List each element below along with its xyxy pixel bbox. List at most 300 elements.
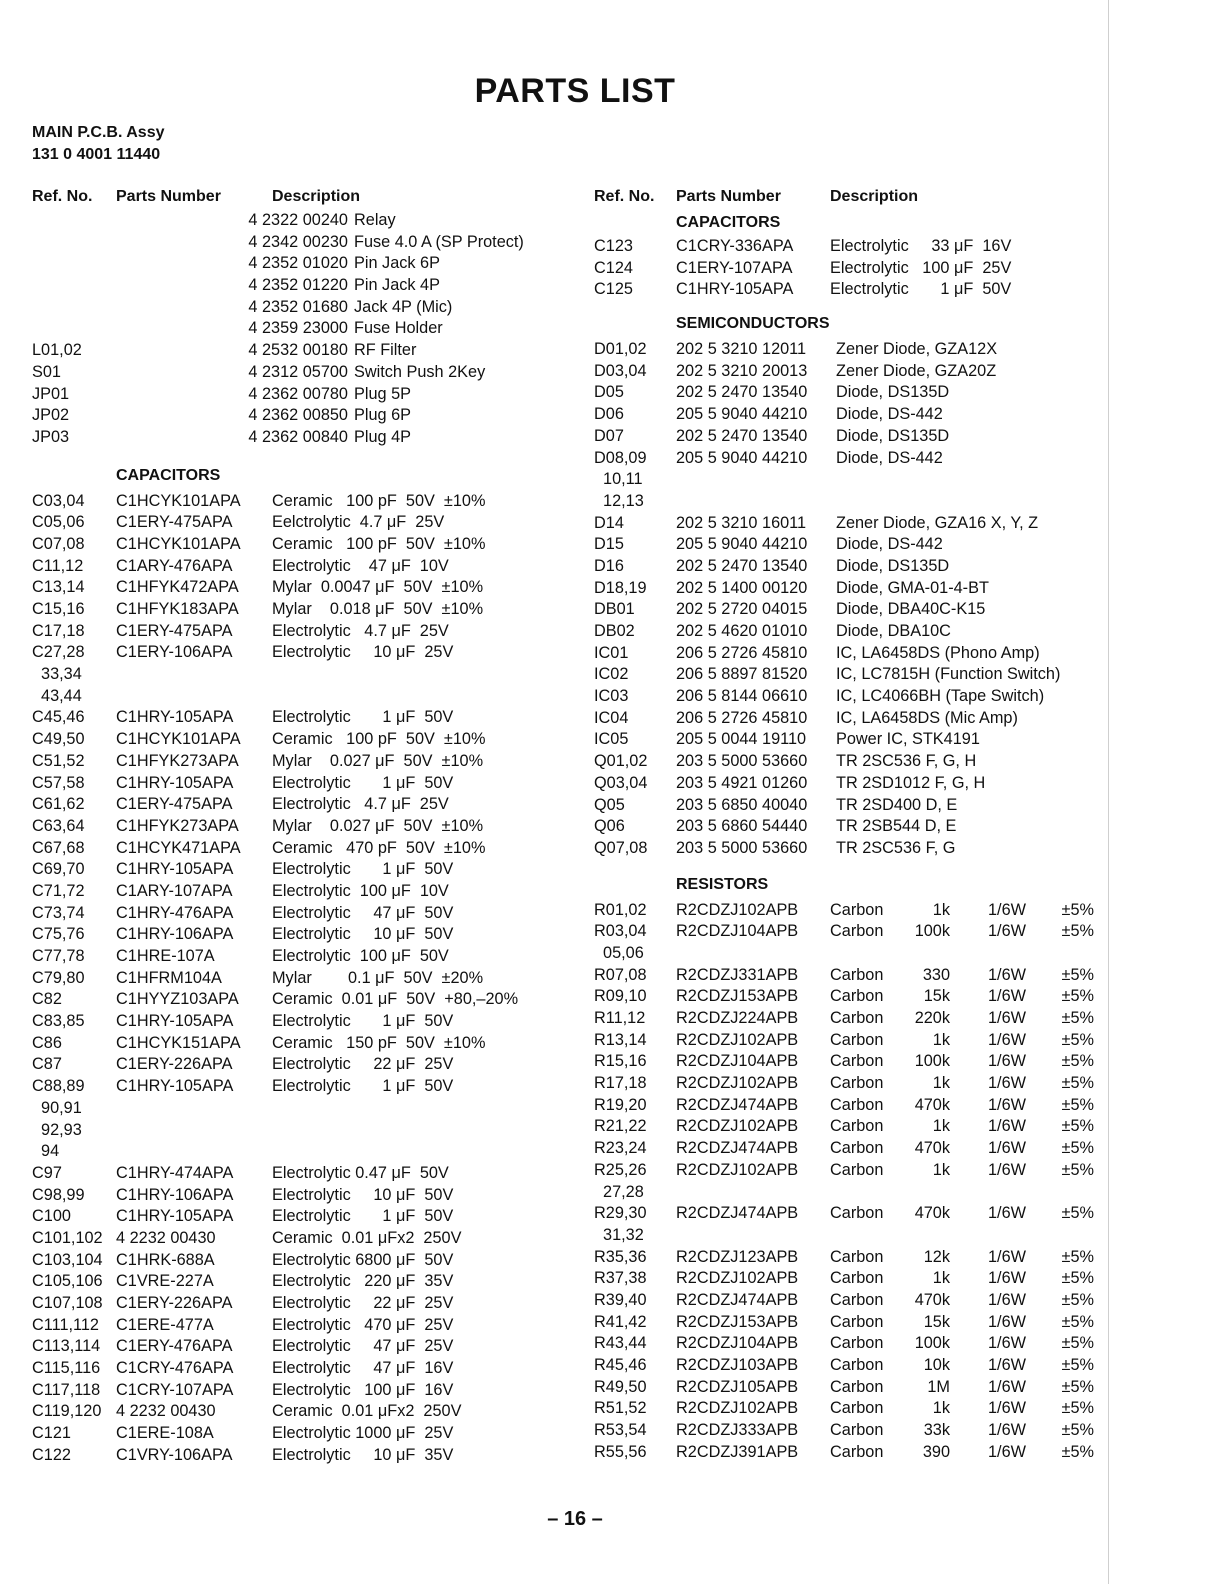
ref-no: DB02 [594,622,635,640]
header-ref: Ref. No. [32,188,93,205]
description: Electrolytic 4.7 μF 25V [272,621,449,640]
resistor-row [594,1138,1114,1160]
tolerance: ±5% [1061,1009,1094,1027]
ref-no: Q05 [594,795,625,814]
page-number: – 16 – [547,1508,603,1530]
parts-number: C1HFYK273APA [116,816,239,835]
resistor-type: Carbon [830,1030,884,1049]
capacitor-row [32,491,572,513]
resistor-row [594,1333,1114,1355]
parts-number: C1HFRM104A [116,968,222,987]
resistor-row [594,1377,1114,1399]
description: Diode, DBA40C-K15 [836,600,986,619]
ref-no: R15,16 [594,1052,647,1071]
misc-part-row [32,210,572,232]
assembly-number: 131 0 4001 11440 [32,146,161,163]
resistor-row [594,1442,1114,1464]
parts-number: C1ERY-475APA [116,621,233,640]
parts-number: R2CDZJ153APB [676,1312,799,1331]
description: IC, LA6458DS (Mic Amp) [836,708,1018,727]
ref-no: D06 [594,405,624,424]
resistor-type: Carbon [830,1334,884,1353]
resistors-list [594,900,1114,1464]
description: Electrolytic 1 μF 50V [272,1077,454,1096]
misc-part-row [32,340,572,362]
power-rating: 1/6W [987,1139,1026,1158]
tolerance: ±5% [1061,1117,1094,1136]
power-rating: 1/6W [987,1074,1026,1093]
resistor-row [594,965,1114,987]
power-rating: 1/6W [987,965,1026,984]
power-rating: 1/6W [987,1399,1026,1418]
tolerance: ±5% [1061,1399,1094,1418]
semiconductor-row [594,578,1114,600]
ref-no: C49,50 [32,730,85,749]
tolerance: ±5% [1061,1442,1094,1461]
parts-number [116,1120,272,1142]
ref-no: C82 [32,990,62,1009]
description: Ceramic 0.01 μFx2 250V [272,1402,462,1421]
ref-no: Q06 [594,817,625,836]
ref-no: C125 [594,280,633,299]
power-rating [950,1182,1026,1204]
resistance-value: 470k [914,1290,950,1309]
ref-no: C122 [32,1445,71,1464]
parts-number: 203 5 4921 01260 [676,773,808,792]
ref-no: R07,08 [594,965,647,984]
parts-number: C1ARY-107APA [116,881,233,900]
parts-number: C1ERY-475APA [116,795,233,814]
ref-no: C97 [32,1163,62,1182]
ref-no: C27,28 [32,643,85,662]
tolerance: ±5% [1061,1074,1094,1093]
ref-no: R35,36 [594,1247,647,1266]
ref-no: D03,04 [594,361,647,380]
resistor-row [594,1420,1114,1442]
ref-no: C117,118 [32,1380,101,1399]
parts-number [676,1182,830,1204]
ref-no: C67,68 [32,838,85,857]
ref-no: R19,20 [594,1095,647,1114]
header-description: Description [830,188,919,205]
capacitor-row [32,1250,572,1272]
parts-number: R2CDZJ123APB [676,1247,799,1266]
semiconductor-row [594,643,1114,665]
misc-part-row [32,362,572,384]
ref-no: R23,24 [594,1139,647,1158]
description: Electrolytic 100 μF 25V [830,258,1012,277]
description: RF Filter [354,341,417,360]
ref-no [32,232,116,254]
description: TR 2SC536 F, G, H [836,752,977,771]
power-rating: 1/6W [987,1421,1026,1440]
parts-number: C1HCYK101APA [116,730,241,749]
tolerance: ±5% [1061,1052,1094,1071]
parts-number: C1HRY-105APA [676,280,794,299]
ref-no: C107,108 [32,1294,103,1312]
parts-number: R2CDZJ103APB [676,1356,799,1374]
resistor-type: Carbon [830,1052,884,1071]
resistance-value: 100k [914,1334,950,1353]
ref-no: C119,120 [32,1402,102,1421]
description: Zener Diode, GZA16 X, Y, Z [836,513,1039,532]
description: Electrolytic 1 μF 50V [272,860,454,879]
description: Electrolytic 6800 μF 50V [272,1250,454,1269]
parts-number [116,686,272,708]
tolerance: ±5% [1061,1160,1094,1179]
ref-no: R43,44 [594,1334,647,1353]
ref-no: C87 [32,1055,62,1074]
description: Plug 6P [354,406,412,425]
power-rating [950,1225,1026,1247]
tolerance [1026,943,1094,965]
capacitor-row [32,989,572,1011]
section-title-semiconductors: SEMICONDUCTORS [676,315,830,333]
resistance-value: 15k [923,987,950,1006]
capacitor-row [32,1141,572,1163]
description: Diode, GMA-01-4-BT [836,578,989,597]
ref-no: R03,04 [594,922,647,941]
semiconductor-row [594,513,1114,535]
semiconductor-row [594,795,1114,817]
parts-number: C1HCYK151APA [116,1033,241,1052]
ref-no: R49,50 [594,1377,647,1396]
description: Electrolytic 1 μF 50V [272,773,454,792]
ref-no: C101,102 [32,1228,103,1247]
ref-no: C11,12 [32,556,84,575]
semiconductor-row [594,534,1114,556]
ref-no: 90,91 [32,1098,82,1117]
resistor-row [594,1008,1114,1030]
capacitor-row [32,1445,572,1467]
resistor-type: Carbon [830,1117,884,1136]
description: Electrolytic 10 μF 50V [272,1185,454,1204]
resistor-type [830,943,896,965]
description: Electrolytic 10 μF 25V [272,643,454,662]
tolerance: ±5% [1061,1204,1094,1223]
capacitor-row [32,1423,572,1445]
resistor-row [594,921,1114,943]
ref-no: R11,12 [594,1009,646,1027]
ref-no: 94 [32,1142,60,1161]
left-capacitors-list [32,491,572,1467]
capacitor-row [32,1401,572,1423]
ref-no: C69,70 [32,860,85,879]
ref-no: C05,06 [32,513,85,532]
ref-no: D01,02 [594,340,647,359]
ref-no: C57,58 [32,773,85,792]
ref-no: 43,44 [32,686,82,705]
resistance-value: 10k [923,1356,950,1374]
resistor-type: Carbon [830,1356,884,1374]
semiconductor-row [594,816,1114,838]
parts-number [676,943,830,965]
description [836,491,1114,513]
description: Diode, DBA10C [836,622,951,640]
parts-number: 203 5 6850 40040 [676,795,808,814]
parts-number: C1ERY-106APA [116,643,233,662]
parts-number: C1HRY-476APA [116,903,234,922]
capacitor-row [32,968,572,990]
parts-number: C1HRY-105APA [116,708,234,727]
capacitor-row [32,621,572,643]
parts-number: C1VRE-227A [116,1272,214,1291]
description: TR 2SC536 F, G [836,838,956,857]
ref-no: R13,14 [594,1030,647,1049]
parts-number: R2CDZJ153APB [676,987,799,1006]
ref-no: C79,80 [32,968,85,987]
parts-number: C1ERY-476APA [116,1337,233,1356]
resistor-type: Carbon [830,1204,884,1223]
description: Electrolytic 100 μF 50V [272,947,449,965]
ref-no: D16 [594,556,624,575]
description: Mylar 0.1 μF 50V ±20% [272,968,484,987]
description [272,1141,572,1163]
parts-number [116,664,272,686]
semiconductor-row [594,426,1114,448]
parts-number: C1HRK-688A [116,1250,215,1269]
power-rating: 1/6W [987,1334,1026,1353]
description: Electrolytic 22 μF 25V [272,1294,454,1312]
semiconductor-row [594,729,1114,751]
parts-number: 4 2352 01680 [248,297,348,316]
resistance-value: 1k [932,1117,950,1136]
semiconductor-row [594,469,1114,491]
tolerance: ±5% [1061,987,1094,1006]
parts-number: R2CDZJ102APB [676,1117,799,1136]
resistor-row [594,1247,1114,1269]
ref-no: C73,74 [32,903,85,922]
parts-number: R2CDZJ224APB [676,1009,799,1027]
ref-no: D15 [594,535,624,554]
ref-no: C100 [32,1207,71,1226]
description: Diode, DS-442 [836,448,943,467]
description: Ceramic 100 pF 50V ±10% [272,534,486,553]
resistance-value: 470k [914,1204,950,1223]
description: Electrolytic 100 μF 16V [272,1380,454,1399]
description: Diode, DS-442 [836,405,943,424]
description: Fuse 4.0 A (SP Protect) [354,232,524,251]
resistor-row [594,900,1114,922]
capacitor-row [32,577,572,599]
parts-number: C1CRY-476APA [116,1359,234,1378]
ref-no: C61,62 [32,795,85,814]
ref-no: D18,19 [594,578,647,597]
capacitor-row [32,599,572,621]
parts-number: C1ERE-477A [116,1315,214,1334]
ref-no: 10,11 [594,470,643,489]
resistor-type: Carbon [830,1160,884,1179]
parts-number: R2CDZJ474APB [676,1139,799,1158]
parts-number: 4 2342 00230 [248,232,348,251]
description: Electrolytic 470 μF 25V [272,1315,454,1334]
ref-no: C115,116 [32,1359,101,1378]
parts-number: 202 5 3210 16011 [676,513,807,532]
description: Eelctrolytic 4.7 μF 25V [272,513,445,532]
resistance-value [896,943,950,965]
parts-number: 4 2362 00840 [248,427,348,446]
parts-number: 206 5 8897 81520 [676,665,808,684]
misc-parts-list [32,210,572,449]
ref-no: D08,09 [594,448,647,467]
capacitor-row [32,1120,572,1142]
ref-no: C17,18 [32,621,85,640]
parts-number: C1ERE-108A [116,1424,214,1443]
resistor-type: Carbon [830,1009,884,1027]
description: IC, LC7815H (Function Switch) [836,665,1061,684]
parts-number: R2CDZJ474APB [676,1204,799,1223]
ref-no: R09,10 [594,987,647,1006]
section-title-capacitors: CAPACITORS [676,214,781,231]
semiconductor-row [594,404,1114,426]
capacitor-row [32,664,572,686]
parts-number: R2CDZJ104APB [676,1052,799,1071]
power-rating [950,943,1026,965]
capacitor-row [32,686,572,708]
parts-number: C1ERY-226APA [116,1055,233,1074]
description: TR 2SD1012 F, G, H [836,773,986,792]
misc-part-row [32,232,572,254]
ref-no: R39,40 [594,1290,647,1309]
resistor-row [594,943,1114,965]
description: Ceramic 0.01 μFx2 250V [272,1228,462,1247]
resistance-value: 1k [932,1269,950,1288]
ref-no: C121 [32,1424,71,1443]
description: Switch Push 2Key [354,362,486,381]
misc-part-row [32,297,572,319]
resistor-row [594,1203,1114,1225]
parts-number: R2CDZJ105APB [676,1377,799,1396]
ref-no: Q07,08 [594,838,648,857]
right-header-row [594,186,1114,210]
ref-no [32,210,116,232]
parts-number: 206 5 8144 06610 [676,687,808,706]
parts-number: R2CDZJ104APB [676,1334,799,1353]
resistor-type: Carbon [830,1247,884,1266]
resistance-value: 12k [923,1247,950,1266]
resistor-type: Carbon [830,1095,884,1114]
parts-number: R2CDZJ391APB [676,1442,799,1461]
description: Electrolytic 10 μF 35V [272,1445,454,1464]
power-rating: 1/6W [987,900,1026,919]
parts-number: 203 5 5000 53660 [676,752,808,771]
ref-no: R29,30 [594,1204,647,1223]
resistor-type: Carbon [830,1442,884,1461]
left-column [32,186,572,1467]
resistor-row [594,1225,1114,1247]
description: Diode, DS135D [836,426,950,445]
semiconductor-row [594,686,1114,708]
ref-no: C105,106 [32,1272,103,1291]
ref-no: R45,46 [594,1356,647,1374]
capacitor-row [32,1098,572,1120]
resistance-value: 1k [932,1030,950,1049]
resistance-value [896,1225,950,1247]
parts-number: 202 5 2470 13540 [676,556,808,575]
parts-number: C1ERY-475APA [116,513,233,532]
description: Mylar 0.027 μF 50V ±10% [272,751,484,770]
parts-number: 206 5 2726 45810 [676,708,808,727]
semiconductor-row [594,339,1114,361]
power-rating: 1/6W [987,1160,1026,1179]
resistor-type: Carbon [830,1377,884,1396]
capacitor-row [32,707,572,729]
description: IC, LC4066BH (Tape Switch) [836,687,1045,706]
parts-number: 202 5 2720 04015 [676,600,808,619]
capacitor-row [32,838,572,860]
parts-number: C1HCYK101APA [116,534,241,553]
parts-number [676,491,836,513]
capacitor-row [32,729,572,751]
semiconductor-row [594,491,1114,513]
description: TR 2SB544 D, E [836,817,957,836]
parts-number: C1HCYK101APA [116,491,241,510]
capacitor-row [32,1011,572,1033]
ref-no [32,253,116,275]
ref-no: R53,54 [594,1421,647,1440]
ref-no: C71,72 [32,881,85,900]
description: Electrolytic 4.7 μF 25V [272,795,449,814]
semiconductors-list [594,339,1114,860]
resistor-type: Carbon [830,987,884,1006]
resistance-value: 100k [914,922,950,941]
semiconductor-row [594,361,1114,383]
power-rating: 1/6W [987,1247,1026,1266]
ref-no: IC02 [594,665,629,684]
power-rating: 1/6W [987,987,1026,1006]
description: Electrolytic 1 μF 50V [830,280,1012,299]
description: Electrolytic 47 μF 25V [272,1337,454,1356]
right-column [594,186,1114,1463]
parts-number [116,1098,272,1120]
resistance-value: 100k [914,1052,950,1071]
semiconductor-row [594,751,1114,773]
description: Electrolytic 47 μF 10V [272,556,449,575]
ref-no: IC01 [594,643,629,662]
description [272,664,572,686]
parts-number: 202 5 2470 13540 [676,426,808,445]
resistor-type: Carbon [830,1139,884,1158]
description: TR 2SD400 D, E [836,795,958,814]
resistor-type: Carbon [830,922,884,941]
header-parts-number: Parts Number [676,188,781,205]
parts-number: C1HRY-105APA [116,1012,234,1031]
semiconductor-row [594,664,1114,686]
parts-number: 4 2362 00780 [248,384,348,403]
resistor-type [830,1182,896,1204]
tolerance: ±5% [1061,1269,1094,1288]
ref-no: JP01 [32,384,70,403]
resistance-value: 470k [914,1139,950,1158]
parts-number: C1ERY-107APA [676,258,793,277]
capacitor-row [32,1206,572,1228]
tolerance: ±5% [1061,1356,1094,1374]
ref-no: C111,112 [32,1315,99,1334]
ref-no: C124 [594,258,633,277]
description: Electrolytic 10 μF 50V [272,925,454,944]
parts-number: C1ARY-476APA [116,556,233,575]
ref-no: C103,104 [32,1250,103,1269]
parts-number: R2CDZJ102APB [676,900,799,919]
parts-number: C1HRY-106APA [116,925,234,944]
parts-number: C1HFYK472APA [116,578,239,597]
parts-number: 202 5 3210 20013 [676,361,808,380]
resistor-row [594,1160,1114,1182]
parts-number: R2CDZJ474APB [676,1290,799,1309]
parts-number: 4 2359 23000 [248,319,348,338]
assembly-name: MAIN P.C.B. Assy [32,124,165,141]
right-capacitors-list [594,236,1114,301]
